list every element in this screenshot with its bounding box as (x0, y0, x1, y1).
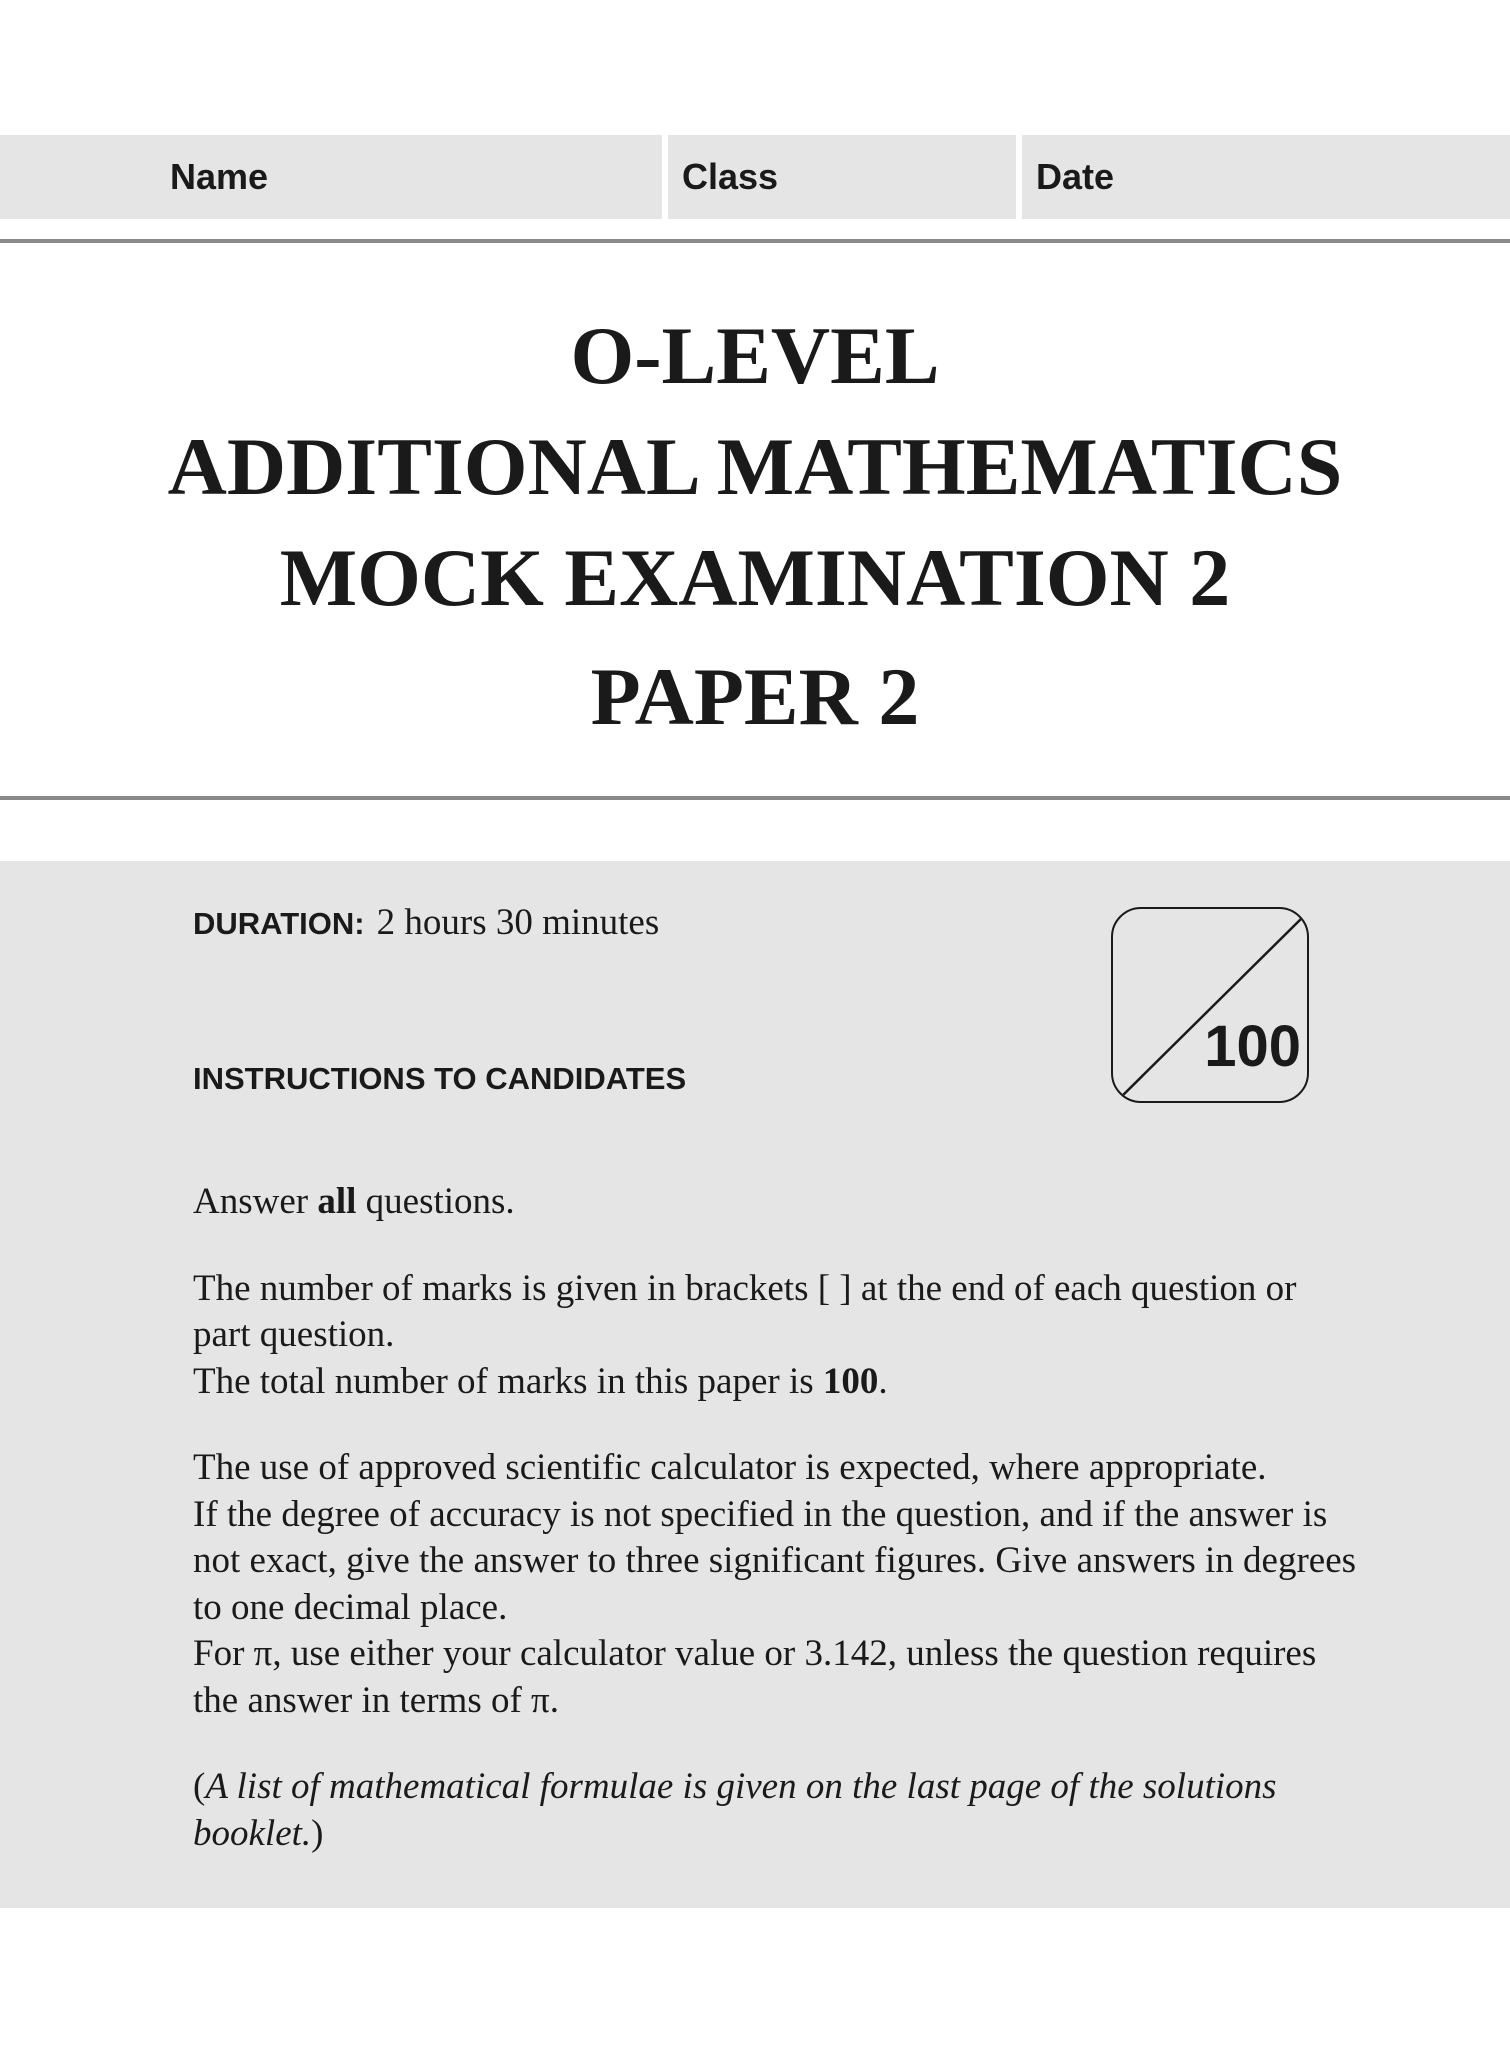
total-marks-instruction: The total number of marks in this paper is 100. (193, 1360, 888, 1402)
duration-label: DURATION: (193, 906, 365, 941)
duration (193, 901, 659, 944)
duration-value: 2 hours 30 minutes (376, 902, 660, 943)
pi-instruction: For π, use either your calculator value or 3.142, unless the question requires the answer in terms of π. (193, 1633, 1317, 1721)
total-marks-value: 100 (1204, 1014, 1301, 1079)
instructions-text (193, 1179, 1363, 1857)
title-bottom-rule (0, 796, 1510, 800)
title-top-rule (0, 239, 1510, 243)
name-field-label: Name (0, 135, 662, 219)
class-field-label: Class (668, 135, 1016, 219)
total-marks-box (1111, 907, 1309, 1103)
date-field-label: Date (1022, 135, 1510, 219)
marks-bracket-instruction: The number of marks is given in brackets [ ] at the end of each question or part question. (193, 1267, 1297, 1355)
student-details-header (0, 135, 1510, 219)
exam-title (0, 300, 1510, 752)
formulae-note: (A list of mathematical formulae is given on the last page of the solutions booklet.) (193, 1766, 1277, 1854)
title-subject: ADDITIONAL MATHEMATICS (167, 421, 1343, 512)
instructions-heading: INSTRUCTIONS TO CANDIDATES (193, 1061, 687, 1096)
title-paper: PAPER 2 (590, 651, 920, 742)
accuracy-instruction: If the degree of accuracy is not specified in the question, and if the answer is not exact, give the answer to three significant figures. Give answers in degrees to one decimal place. (193, 1493, 1357, 1628)
title-exam-name: MOCK EXAMINATION 2 (279, 532, 1231, 623)
title-level: O-LEVEL (570, 310, 940, 401)
exam-info-panel (0, 861, 1510, 1908)
answer-instruction: Answer all questions. (193, 1181, 515, 1222)
calculator-instruction: The use of approved scientific calculator is expected, where appropriate. (193, 1447, 1267, 1488)
